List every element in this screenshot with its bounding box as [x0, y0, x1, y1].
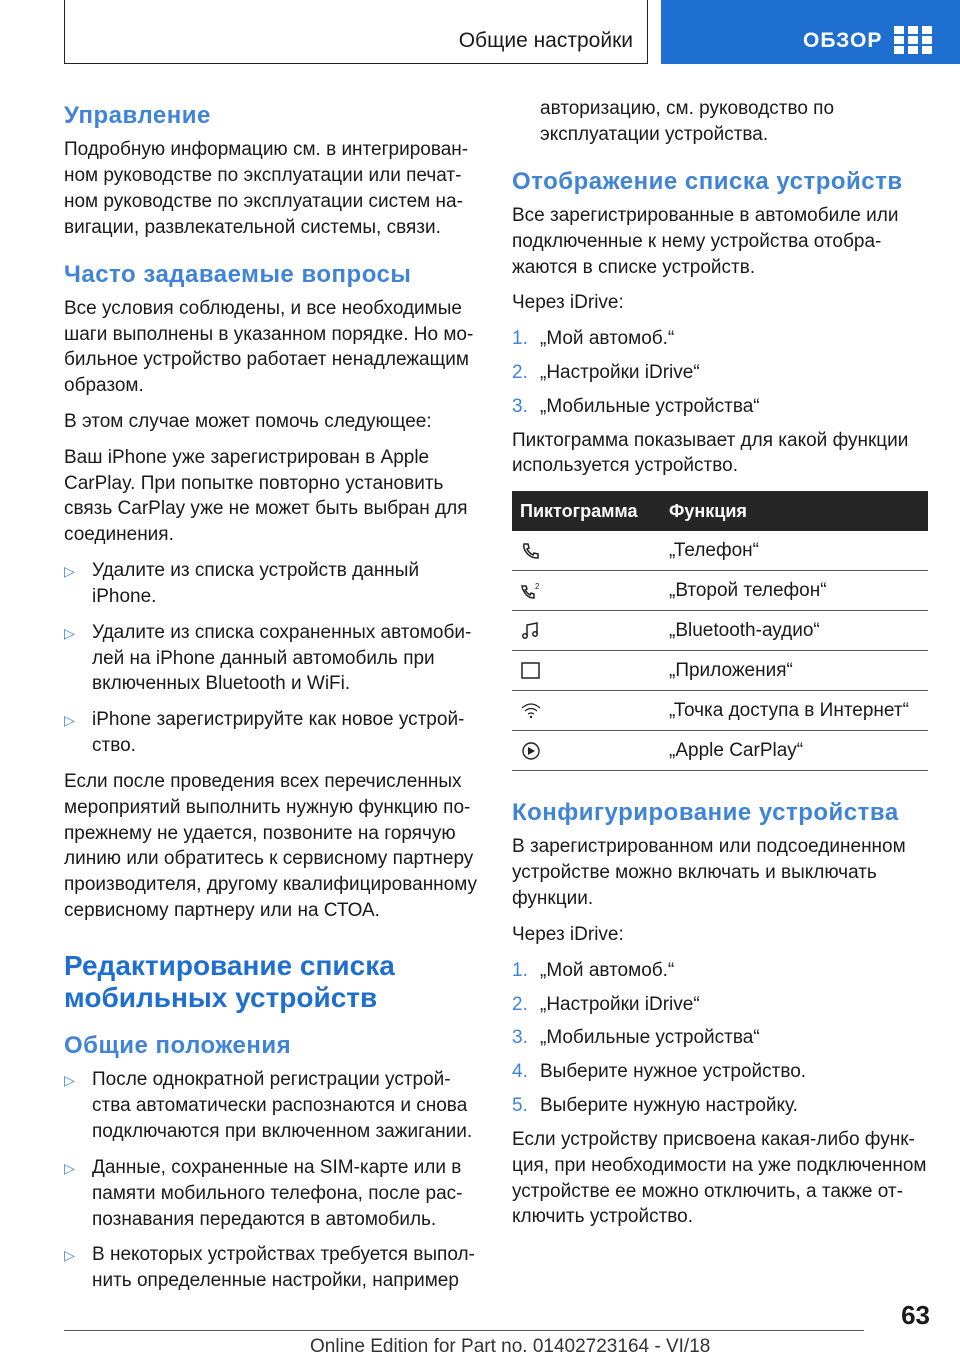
- apps-square-icon: [520, 661, 542, 681]
- paragraph: Если после проведения всех перечисленных мероприятий выполнить нужную функцию по-прежнему не удается, позвоните на горячую линию или обратитесь к сервисному партнеру производителя, другому квалифицированному сервисному партнеру или на СТОА.: [64, 770, 478, 922]
- numbered-step: 1. „Мой автомоб.“: [512, 328, 675, 350]
- section-title-general: Общие положения: [64, 1032, 292, 1060]
- section-title-device-list: Отображение списка устройств: [512, 167, 903, 195]
- page-number: 63: [901, 1300, 930, 1330]
- numbered-step: 5. Выберите нужную настройку.: [512, 1095, 798, 1117]
- edition-footer: Online Edition for Part no. 01402723164 - VI/18: [310, 1336, 711, 1357]
- triangle-bullet-icon: ▷: [64, 563, 75, 580]
- paragraph: В зарегистрированном или подсоединенном устройстве можно включать и выключать функции.: [512, 836, 906, 910]
- footer-divider: [64, 1330, 864, 1331]
- left-column: [64, 100, 480, 1304]
- triangle-bullet-icon: ▷: [64, 712, 75, 729]
- table-header-function: Функция: [661, 491, 928, 531]
- carplay-icon: [520, 741, 542, 761]
- phone-icon: [520, 541, 542, 561]
- table-row: 2 „Второй телефон“: [512, 571, 928, 611]
- bullet-item: ▷ Удалите из списка сохраненных автомоби-лей на iPhone данный автомобиль при включенных Bluetooth и WiFi.: [64, 620, 480, 697]
- paragraph: В этом случае может помочь следующее:: [64, 411, 432, 432]
- paragraph: Все зарегистрированные в автомобиле или подключенные к нему устройства отобра-жаются в списке устройств.: [512, 204, 899, 278]
- grid-menu-icon: [894, 26, 932, 54]
- icon-function-table: [512, 491, 928, 771]
- music-note-icon: [520, 621, 542, 641]
- triangle-bullet-icon: ▷: [64, 1159, 75, 1176]
- second-phone-icon: [520, 581, 542, 601]
- header-section-box: [64, 0, 648, 64]
- table-row: „Bluetooth-аудио“: [512, 611, 928, 651]
- paragraph: Ваш iPhone уже зарегистрирован в Apple CarPlay. При попытке повторно установить связь CarPlay уже не может быть выбран для соединения.: [64, 446, 468, 546]
- bullet-item: ▷ После однократной регистрации устрой-ства автоматически распознаются и снова подключаются при включенном зажигании.: [64, 1067, 480, 1144]
- paragraph: Пиктограмма показывает для какой функции используется устройство.: [512, 429, 909, 477]
- table-row: „Телефон“: [512, 531, 928, 571]
- chapter-heading: Редактирование списка мобильных устройств: [64, 949, 395, 1014]
- paragraph: Все условия соблюдены, и все необходимые шаги выполнены в указанном порядке. Но мо-бильное устройство работает ненадлежащим образом.: [64, 297, 474, 397]
- numbered-step: 3. „Мобильные устройства“: [512, 1027, 760, 1049]
- right-column: [512, 100, 932, 1240]
- numbered-step: 2. „Настройки iDrive“: [512, 361, 700, 383]
- section-title-control: Управление: [64, 102, 211, 129]
- numbered-step: 2. „Настройки iDrive“: [512, 993, 700, 1015]
- table-row: „Точка доступа в Интернет“: [512, 691, 928, 731]
- wifi-icon: [520, 701, 542, 721]
- bullet-item: ▷ iPhone зарегистрируйте как новое устрой-ство.: [64, 707, 480, 759]
- table-header-row: [512, 491, 928, 531]
- paragraph-continued: авторизацию, см. руководство по эксплуатации устройства.: [540, 98, 835, 145]
- numbered-step: 4. Выберите нужное устройство.: [512, 1061, 807, 1083]
- header-chapter-title: ОБЗОР: [803, 29, 883, 52]
- paragraph: Через iDrive:: [512, 292, 624, 314]
- paragraph: Подробную информацию см. в интегрирован-ном руководстве по эксплуатации или печат-ном руководстве по эксплуатации систем на-вигации, развлекательной системы, связи.: [64, 139, 469, 238]
- section-title-faq: Часто задаваемые вопросы: [64, 260, 412, 288]
- table-row: „Приложения“: [512, 651, 928, 691]
- header-section-title: Общие настройки: [458, 29, 633, 52]
- triangle-bullet-icon: ▷: [64, 1072, 75, 1089]
- table-row: „Apple CarPlay“: [512, 731, 928, 771]
- bullet-item: ▷ В некоторых устройствах требуется выпол-нить определенные настройки, например: [64, 1242, 480, 1294]
- paragraph: Через iDrive:: [512, 923, 624, 945]
- table-header-icon: Пиктограмма: [512, 491, 661, 531]
- bullet-item: ▷ Удалите из списка устройств данный iPhone.: [64, 558, 480, 610]
- header-chapter-tab[interactable]: [661, 0, 960, 64]
- bullet-item: ▷ Данные, сохраненные на SIM-карте или в памяти мобильного телефона, после рас-познавания передаются в автомобиль.: [64, 1155, 480, 1232]
- triangle-bullet-icon: ▷: [64, 1247, 75, 1264]
- numbered-step: 1. „Мой автомоб.“: [512, 959, 675, 981]
- numbered-step: 3. „Мобильные устройства“: [512, 395, 760, 417]
- svg-text:2: 2: [535, 581, 540, 591]
- paragraph: Если устройству присвоена какая-либо функ-ция, при необходимости на уже подключенном устройстве ее можно отключить, а также от-ключить устройство.: [512, 1128, 927, 1228]
- section-title-configure: Конфигурирование устройства: [512, 799, 899, 827]
- triangle-bullet-icon: ▷: [64, 624, 75, 641]
